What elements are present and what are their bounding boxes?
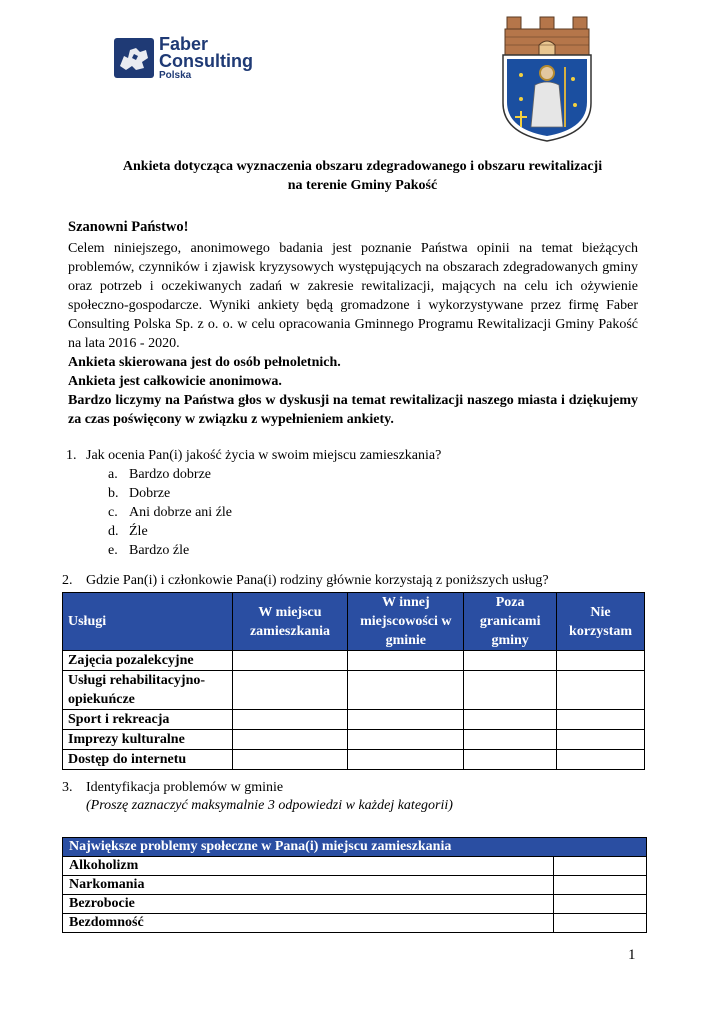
coat-of-arms-icon xyxy=(499,15,595,143)
row-label: Bezdomność xyxy=(63,914,554,933)
survey-title xyxy=(60,157,665,195)
question-number: 2. xyxy=(62,573,73,588)
question-text: Identyfikacja problemów w gminie xyxy=(86,780,284,795)
answer-cell[interactable] xyxy=(554,876,647,895)
table-row xyxy=(63,914,647,933)
option-letter: c. xyxy=(108,505,118,520)
question-text: Gdzie Pan(i) i członkowie Pana(i) rodziny głównie korzystają z poniższych usług? xyxy=(86,573,549,588)
answer-cell[interactable] xyxy=(554,914,647,933)
logo-line-consulting: Consulting xyxy=(159,51,253,71)
notice-adults: Ankieta skierowana jest do osób pełnoletnich. xyxy=(68,355,341,370)
answer-cell[interactable] xyxy=(348,671,464,710)
question-number: 1. xyxy=(66,448,77,463)
table-header-row xyxy=(63,593,645,651)
option-label: Źle xyxy=(129,524,148,539)
question-number: 3. xyxy=(62,780,73,795)
row-label: Sport i rekreacja xyxy=(63,710,233,730)
row-label: Bezrobocie xyxy=(63,895,554,914)
row-label: Alkoholizm xyxy=(63,857,554,876)
answer-cell[interactable] xyxy=(557,730,645,750)
answer-cell[interactable] xyxy=(232,710,348,730)
table-row xyxy=(63,750,645,770)
row-label: Imprezy kulturalne xyxy=(63,730,233,750)
answer-cell[interactable] xyxy=(554,857,647,876)
header-not-using: Nie korzystam xyxy=(557,593,645,651)
answer-cell[interactable] xyxy=(464,730,557,750)
answer-cell[interactable] xyxy=(557,671,645,710)
question-3-note: (Proszę zaznaczyć maksymalnie 3 odpowiedzi w każdej kategorii) xyxy=(86,798,453,813)
notice-anonymous: Ankieta jest całkowicie anonimowa. xyxy=(68,374,282,389)
option-label: Ani dobrze ani źle xyxy=(129,505,233,520)
table-row xyxy=(63,651,645,671)
answer-cell[interactable] xyxy=(348,710,464,730)
answer-cell[interactable] xyxy=(557,750,645,770)
answer-cell[interactable] xyxy=(232,651,348,671)
option-label: Dobrze xyxy=(129,486,171,501)
option-letter: d. xyxy=(108,524,119,539)
answer-cell[interactable] xyxy=(232,671,348,710)
option-letter: e. xyxy=(108,543,118,558)
answer-cell[interactable] xyxy=(464,651,557,671)
social-problems-table xyxy=(62,837,647,933)
greeting: Szanowni Państwo! xyxy=(68,219,189,235)
table-row xyxy=(63,710,645,730)
answer-cell[interactable] xyxy=(348,651,464,671)
answer-cell[interactable] xyxy=(464,710,557,730)
header-outside: Poza granicami gminy xyxy=(464,593,557,651)
notice-thanks: Bardzo liczymy na Państwa głos w dyskusji na temat rewitalizacji naszego miasta i dziękujemy za czas poświęcony w związku z wypełnieniem ankiety. xyxy=(68,393,638,427)
question-text: Jak ocenia Pan(i) jakość życia w swoim miejscu zamieszkania? xyxy=(86,448,442,463)
header-at-home: W miejscu zamieszkania xyxy=(232,593,348,651)
table-row xyxy=(63,895,647,914)
answer-cell[interactable] xyxy=(557,710,645,730)
table-row xyxy=(63,857,647,876)
table-header-row xyxy=(63,838,647,857)
option-letter: b. xyxy=(108,486,119,501)
answer-cell[interactable] xyxy=(348,730,464,750)
table-row xyxy=(63,876,647,895)
table-row xyxy=(63,671,645,710)
option-label: Bardzo źle xyxy=(129,543,190,558)
page-number: 1 xyxy=(628,947,636,963)
header-social-problems: Największe problemy społeczne w Pana(i) miejscu zamieszkania xyxy=(63,838,647,857)
header-services: Usługi xyxy=(63,593,233,651)
answer-cell[interactable] xyxy=(554,895,647,914)
row-label: Zajęcia pozalekcyjne xyxy=(63,651,233,671)
answer-cell[interactable] xyxy=(464,671,557,710)
intro-text: Celem niniejszego, anonimowego badania jest poznanie Państwa opinii na temat bieżących problemów, czynników i zjawisk kryzysowych występujących na obszarach zdegradowanych gminy oraz potrzeb i oczekiwanych zadań w zakresie rewitalizacji, mających na celu ich ożywienie społeczno-gospodarcze. Wyniki ankiety będą gromadzone i wykorzystywane przez firmę Faber Consulting Polska Sp. z o. o. w celu opracowania Gminnego Programu Rewitalizacji Gminy Pakość na lata 2016 - 2020. xyxy=(68,241,638,351)
faber-consulting-logo xyxy=(114,36,264,82)
option-letter: a. xyxy=(108,467,118,482)
title-line-1: Ankieta dotycząca wyznaczenia obszaru zdegradowanego i obszaru rewitalizacji xyxy=(122,159,603,174)
row-label: Narkomania xyxy=(63,876,554,895)
answer-cell[interactable] xyxy=(232,750,348,770)
europe-map-icon xyxy=(114,38,154,78)
title-line-2: na terenie Gminy Pakość xyxy=(287,178,438,193)
table-row xyxy=(63,730,645,750)
services-table xyxy=(62,592,645,770)
logo-line-faber: Faber xyxy=(159,34,209,54)
header-other-town: W innej miejscowości w gminie xyxy=(348,593,464,651)
intro-paragraph xyxy=(68,239,638,353)
answer-cell[interactable] xyxy=(348,750,464,770)
logo-line-polska: Polska xyxy=(159,70,192,81)
row-label: Usługi rehabilitacyjno-opiekuńcze xyxy=(63,671,233,710)
answer-cell[interactable] xyxy=(557,651,645,671)
answer-cell[interactable] xyxy=(232,730,348,750)
answer-cell[interactable] xyxy=(464,750,557,770)
option-label: Bardzo dobrze xyxy=(129,467,212,482)
row-label: Dostęp do internetu xyxy=(63,750,233,770)
